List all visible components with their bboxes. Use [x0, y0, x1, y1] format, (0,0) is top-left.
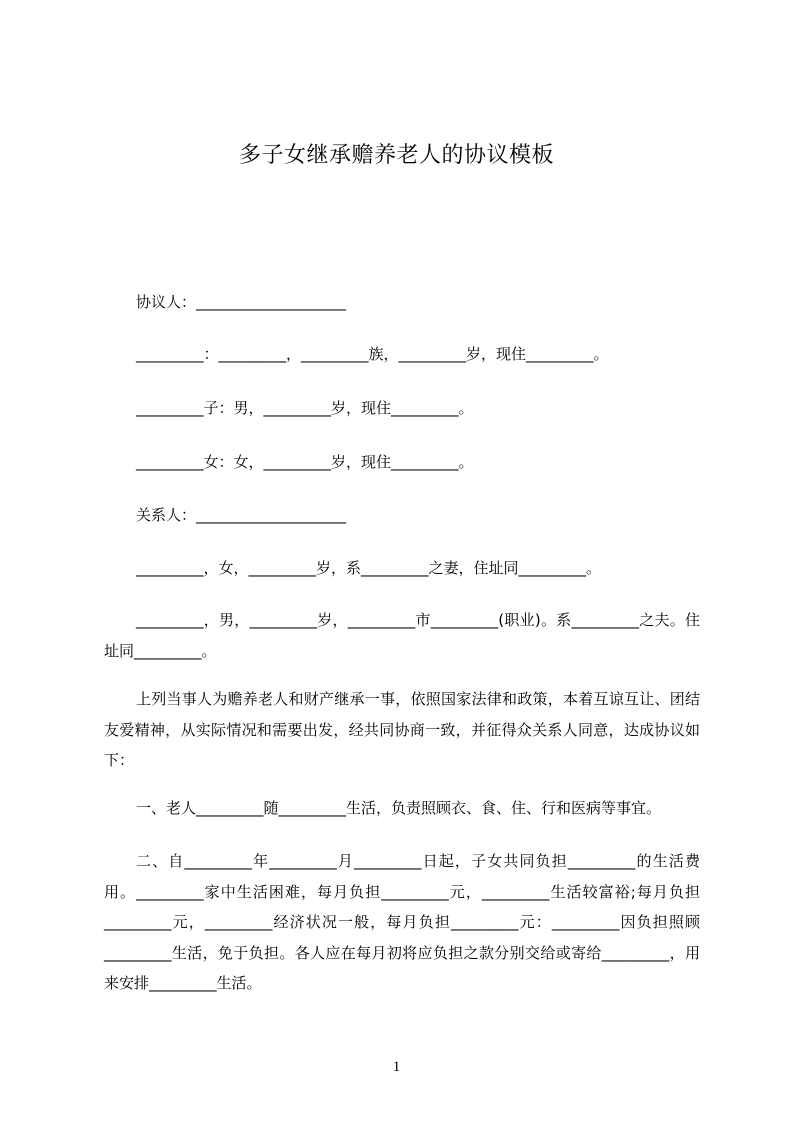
clause-two-paragraph: 二、自_________年_________月_________日起，子女共同负担_________的生活费用。_________家中生活困难，每月负担_________元，_________生活较富裕;每月负担_________元，_________经济状况一般，每月负担_________元：_________因负担照顾_________生活，免于负担。各人应在每月初将应负担之款分别交给或寄给_________，用来安排_________生活。 [104, 852, 700, 992]
preamble-paragraph: 上列当事人为赡养老人和财产继承一事，依照国家法律和政策，本着互谅互让、团结友爱精神，从实际情况和需要出发，经共同协商一致，并征得众关系人同意，达成协议如下： [104, 690, 700, 769]
son-info-line: _________子：男，_________岁，现住_________。 [136, 399, 474, 417]
wife-info-line: _________，女，_________岁，系_________之妻，住址同_________。 [136, 559, 602, 577]
page-number: 1 [392, 1059, 401, 1075]
daughter-info-line: _________女：女，_________岁，现住_________。 [136, 453, 474, 471]
husband-info-paragraph: _________，男，_________岁，_________市_________(职业)。系_________之夫。住址同_________。 [104, 611, 700, 660]
clause-one-paragraph: 一、老人_________随_________生活，负责照顾衣、食、住、行和医病等事宜。 [136, 799, 662, 817]
document-title: 多子女继承赡养老人的协议模板 [238, 143, 554, 168]
related-party-line: 关系人：____________________ [136, 506, 347, 524]
elder-info-line: _________：_________，_________族，_________岁，现住_________。 [136, 345, 609, 363]
signatory-line: 协议人：____________________ [136, 293, 347, 311]
